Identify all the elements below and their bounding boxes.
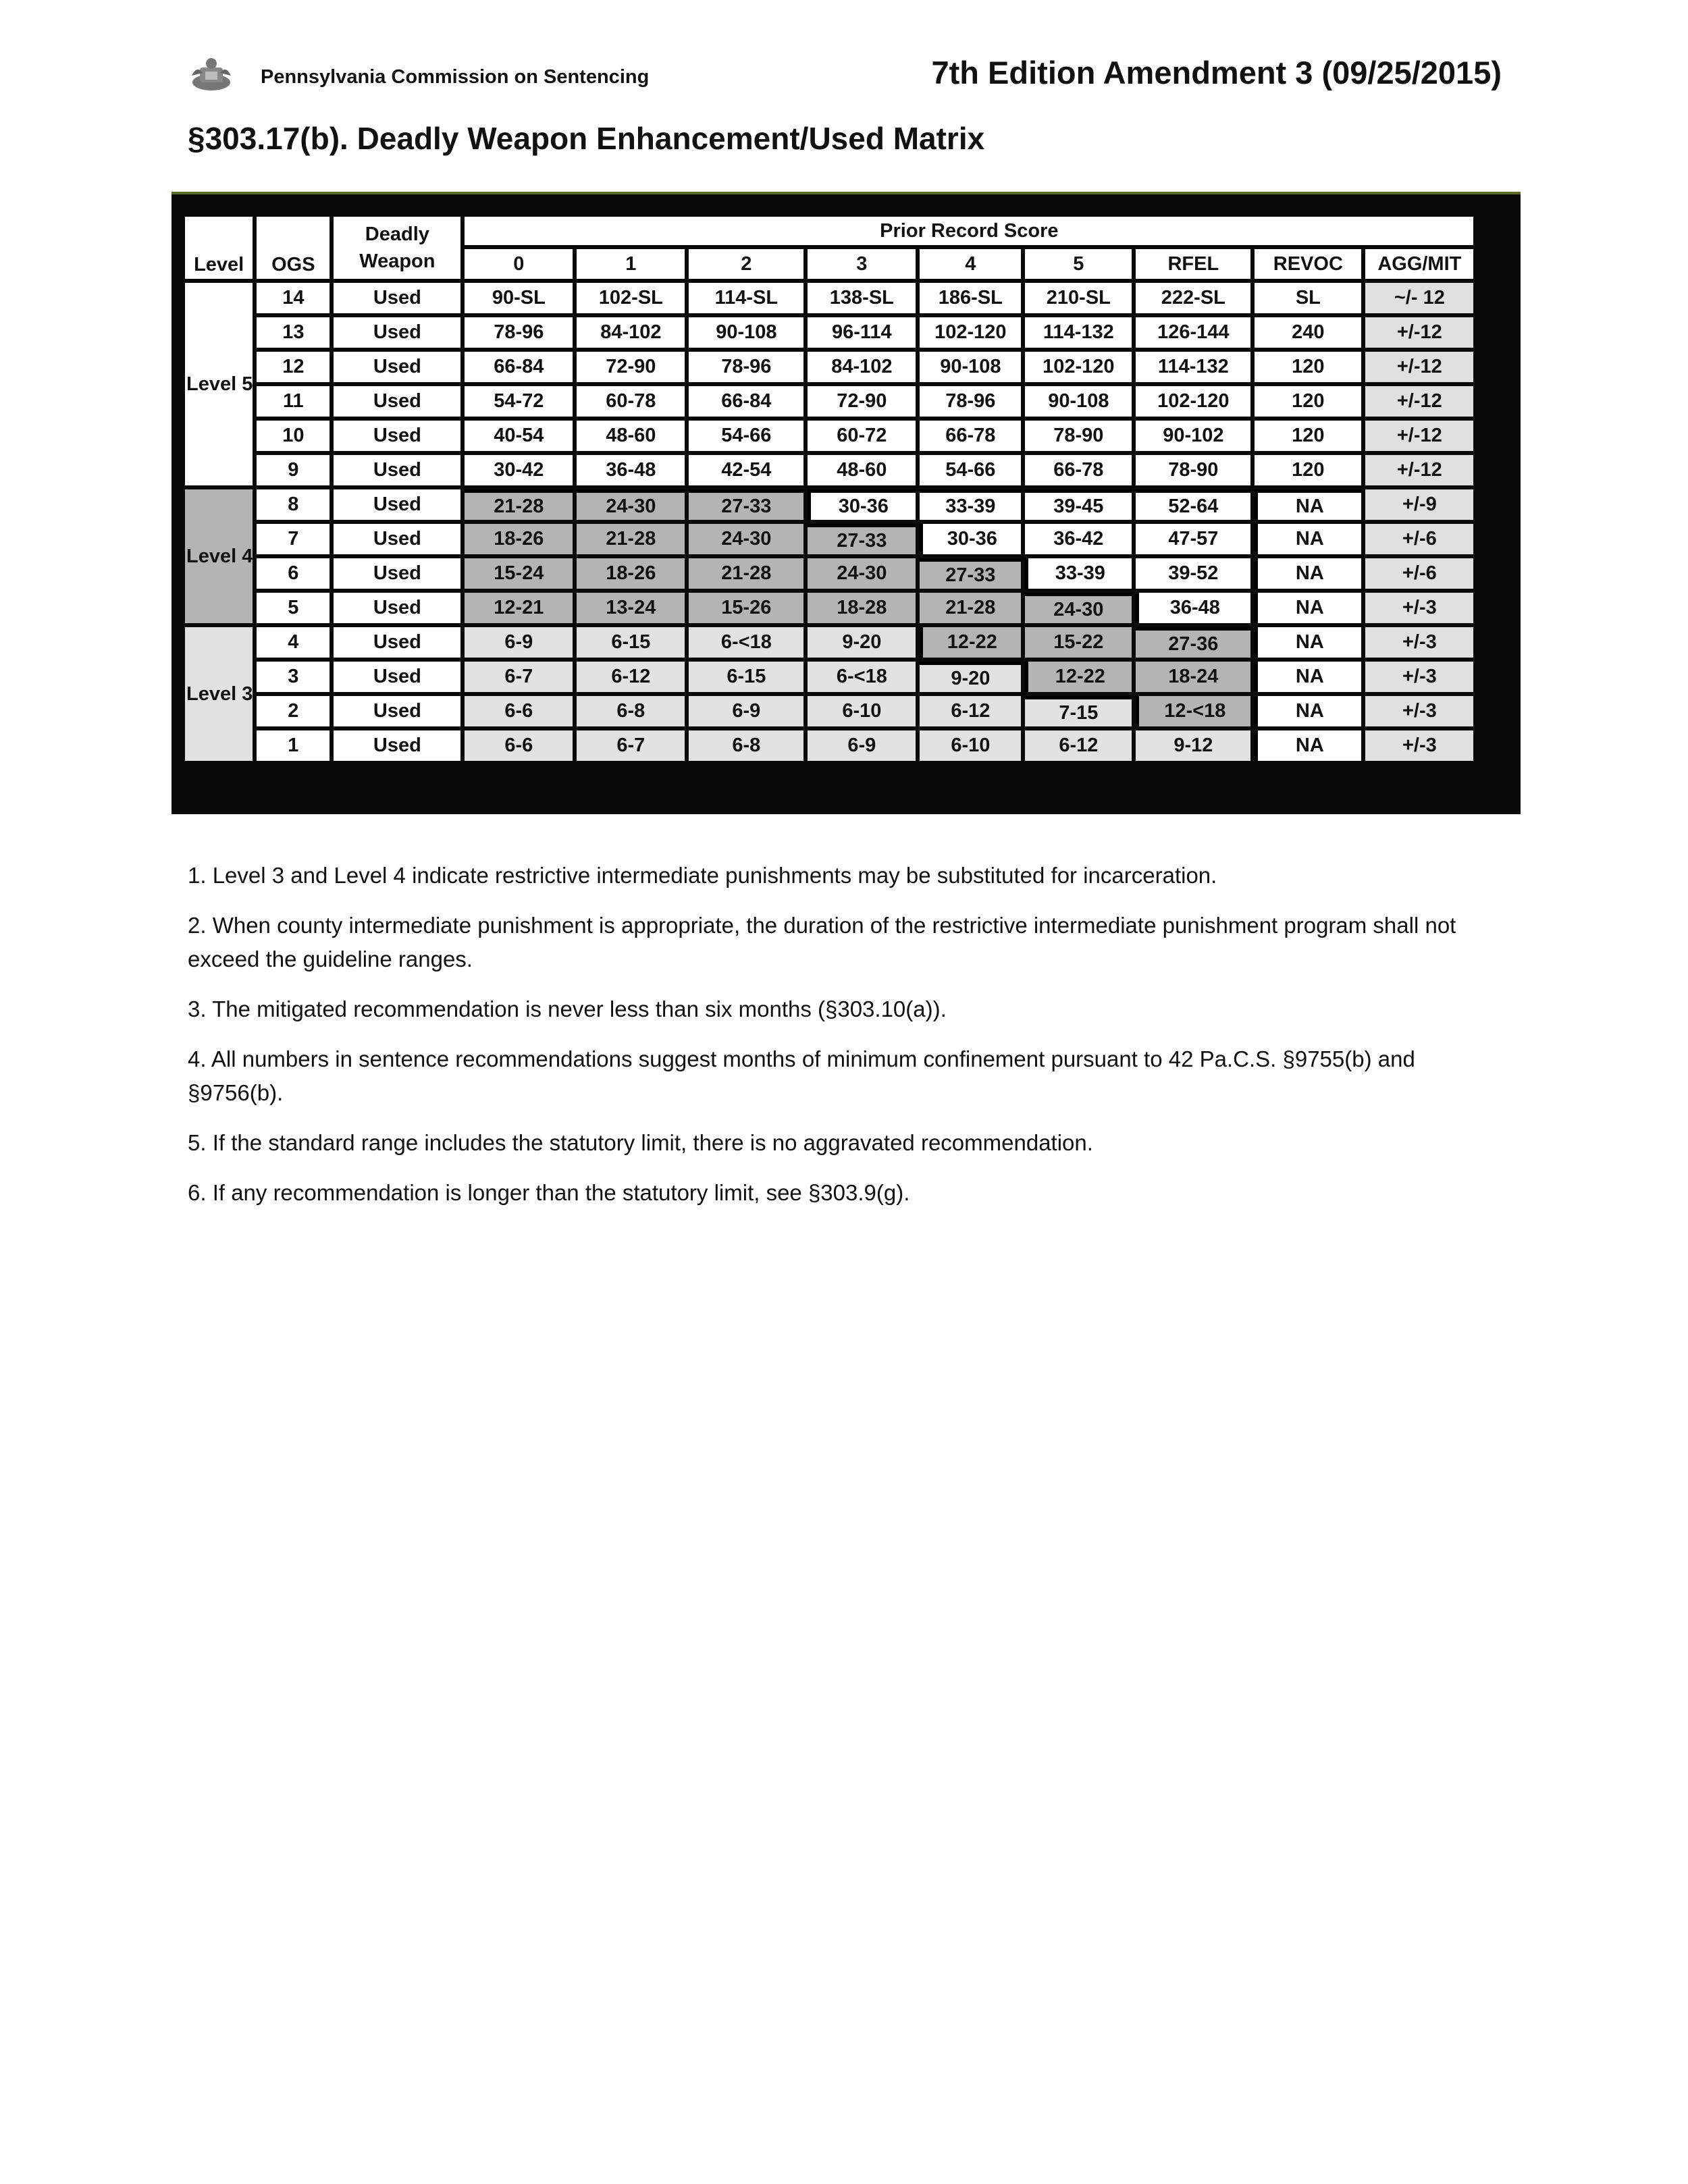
note-item: 2. When county intermediate punishment is appropriate, the duration of the restrictive intermediate punishment program shall not exceed the guideline ranges. xyxy=(188,913,1456,971)
range-cell: 54-66 xyxy=(920,455,1021,485)
agg-mit-cell: +/-12 xyxy=(1365,317,1473,348)
column-header: AGG/MIT xyxy=(1365,249,1473,279)
ogs-cell: 2 xyxy=(257,696,329,726)
range-cell: 186-SL xyxy=(920,283,1021,313)
revoc-cell: NA xyxy=(1255,524,1361,554)
range-cell: 27-36 xyxy=(1136,627,1250,658)
note-item: 3. The mitigated recommendation is never less than six months (§303.10(a)). xyxy=(188,996,947,1021)
edition-label: 7th Edition Amendment 3 (09/25/2015) xyxy=(931,55,1502,90)
range-cell: 222-SL xyxy=(1136,283,1250,313)
range-cell: 15-24 xyxy=(465,558,573,589)
range-cell: 6-9 xyxy=(689,696,803,726)
ogs-cell: 1 xyxy=(257,730,329,761)
range-cell: 6-12 xyxy=(920,696,1021,726)
note-item: 5. If the standard range includes the statutory limit, there is no aggravated recommendation. xyxy=(188,1130,1093,1155)
range-cell: 21-28 xyxy=(465,489,573,520)
range-cell: 84-102 xyxy=(808,352,916,382)
range-cell: 6-6 xyxy=(465,730,573,761)
agg-mit-cell: +/-9 xyxy=(1365,489,1473,520)
range-cell: 78-90 xyxy=(1025,421,1132,451)
range-cell: 60-72 xyxy=(808,421,916,451)
pennsylvania-seal-icon xyxy=(188,55,235,95)
range-cell: 12-21 xyxy=(465,593,573,623)
range-cell: 210-SL xyxy=(1025,283,1132,313)
range-cell: 36-48 xyxy=(577,455,685,485)
agg-mit-cell: +/-3 xyxy=(1365,662,1473,692)
weapon-cell: Used xyxy=(334,283,460,313)
note-item: 6. If any recommendation is longer than the statutory limit, see §303.9(g). xyxy=(188,1180,910,1205)
range-cell: 102-120 xyxy=(920,317,1021,348)
range-cell: 6-9 xyxy=(465,627,573,658)
range-cell: 24-30 xyxy=(689,524,803,554)
range-cell: 6-<18 xyxy=(689,627,803,658)
range-cell: 6-7 xyxy=(465,662,573,692)
range-cell: 102-120 xyxy=(1025,352,1132,382)
matrix-frame xyxy=(172,192,1521,814)
notes-section xyxy=(188,859,1504,1226)
table-row xyxy=(185,421,1473,451)
column-header: 5 xyxy=(1025,249,1132,279)
range-cell: 90-108 xyxy=(1025,386,1132,417)
range-cell: 6-12 xyxy=(1025,730,1132,761)
agg-mit-cell: +/-6 xyxy=(1365,558,1473,589)
range-cell: 6-15 xyxy=(689,662,803,692)
range-cell: 78-96 xyxy=(689,352,803,382)
range-cell: 13-24 xyxy=(577,593,685,623)
range-cell: 12-22 xyxy=(1025,662,1132,692)
note-item: 1. Level 3 and Level 4 indicate restrictive intermediate punishments may be substituted for incarceration. xyxy=(188,863,1217,888)
range-cell: 18-28 xyxy=(808,593,916,623)
ogs-cell: 11 xyxy=(257,386,329,417)
ogs-cell: 7 xyxy=(257,524,329,554)
weapon-cell: Used xyxy=(334,558,460,589)
ogs-cell: 8 xyxy=(257,489,329,520)
range-cell: 66-78 xyxy=(1025,455,1132,485)
range-cell: 90-102 xyxy=(1136,421,1250,451)
range-cell: 15-22 xyxy=(1025,627,1132,658)
range-cell: 6-10 xyxy=(920,730,1021,761)
range-cell: 84-102 xyxy=(577,317,685,348)
table-row xyxy=(185,386,1473,417)
range-cell: 27-33 xyxy=(689,489,803,520)
range-cell: 18-26 xyxy=(577,558,685,589)
range-cell: 24-30 xyxy=(808,558,916,589)
range-cell: 30-42 xyxy=(465,455,573,485)
revoc-cell: NA xyxy=(1255,593,1361,623)
ogs-cell: 9 xyxy=(257,455,329,485)
sentencing-matrix xyxy=(181,213,1477,765)
table-row xyxy=(185,627,1473,658)
revoc-cell: NA xyxy=(1255,730,1361,761)
revoc-cell: NA xyxy=(1255,489,1361,520)
range-cell: 96-114 xyxy=(808,317,916,348)
table-row xyxy=(185,489,1473,520)
range-cell: 52-64 xyxy=(1136,489,1250,520)
column-header: RFEL xyxy=(1136,249,1250,279)
page-title: §303.17(b). Deadly Weapon Enhancement/Used Matrix xyxy=(188,121,985,156)
agg-mit-cell: +/-12 xyxy=(1365,386,1473,417)
range-cell: 21-28 xyxy=(689,558,803,589)
range-cell: 90-108 xyxy=(920,352,1021,382)
range-cell: 78-90 xyxy=(1136,455,1250,485)
range-cell: 18-26 xyxy=(465,524,573,554)
range-cell: 6-15 xyxy=(577,627,685,658)
table-row xyxy=(185,317,1473,348)
weapon-cell: Used xyxy=(334,421,460,451)
range-cell: 30-36 xyxy=(920,524,1021,554)
range-cell: 114-132 xyxy=(1136,352,1250,382)
table-row xyxy=(185,662,1473,692)
range-cell: 114-SL xyxy=(689,283,803,313)
range-cell: 78-96 xyxy=(465,317,573,348)
level-header: Level xyxy=(185,217,253,279)
range-cell: 138-SL xyxy=(808,283,916,313)
weapon-cell: Used xyxy=(334,593,460,623)
agg-mit-cell: +/-12 xyxy=(1365,352,1473,382)
range-cell: 6-7 xyxy=(577,730,685,761)
range-cell: 72-90 xyxy=(808,386,916,417)
revoc-cell: NA xyxy=(1255,627,1361,658)
note-item: 4. All numbers in sentence recommendations suggest months of minimum confinement pursuant to 42 Pa.C.S. §9755(b) and §9756(b). xyxy=(188,1046,1415,1105)
range-cell: 42-54 xyxy=(689,455,803,485)
table-row xyxy=(185,455,1473,485)
weapon-cell: Used xyxy=(334,524,460,554)
revoc-cell: 240 xyxy=(1255,317,1361,348)
range-cell: 36-48 xyxy=(1136,593,1250,623)
level-3-label: Level 3 xyxy=(185,627,253,761)
column-header: 4 xyxy=(920,249,1021,279)
range-cell: 47-57 xyxy=(1136,524,1250,554)
range-cell: 9-20 xyxy=(920,662,1021,692)
range-cell: 30-36 xyxy=(808,489,916,520)
ogs-cell: 4 xyxy=(257,627,329,658)
range-cell: 24-30 xyxy=(1025,593,1132,623)
range-cell: 15-26 xyxy=(689,593,803,623)
range-cell: 33-39 xyxy=(920,489,1021,520)
range-cell: 9-12 xyxy=(1136,730,1250,761)
revoc-cell: NA xyxy=(1255,696,1361,726)
agg-mit-cell: +/-3 xyxy=(1365,593,1473,623)
column-header: 3 xyxy=(808,249,916,279)
agg-mit-cell: +/-3 xyxy=(1365,696,1473,726)
ogs-cell: 12 xyxy=(257,352,329,382)
table-row xyxy=(185,283,1473,313)
range-cell: 6-12 xyxy=(577,662,685,692)
range-cell: 6-8 xyxy=(689,730,803,761)
range-cell: 21-28 xyxy=(920,593,1021,623)
weapon-cell: Used xyxy=(334,455,460,485)
range-cell: 78-96 xyxy=(920,386,1021,417)
level-4-label: Level 4 xyxy=(185,489,253,623)
range-cell: 6-9 xyxy=(808,730,916,761)
range-cell: 39-52 xyxy=(1136,558,1250,589)
range-cell: 7-15 xyxy=(1025,696,1132,726)
range-cell: 48-60 xyxy=(577,421,685,451)
range-cell: 21-28 xyxy=(577,524,685,554)
range-cell: 54-72 xyxy=(465,386,573,417)
weapon-cell: Used xyxy=(334,696,460,726)
revoc-cell: 120 xyxy=(1255,421,1361,451)
ogs-cell: 14 xyxy=(257,283,329,313)
revoc-cell: 120 xyxy=(1255,352,1361,382)
range-cell: 102-120 xyxy=(1136,386,1250,417)
revoc-cell: 120 xyxy=(1255,455,1361,485)
deadly-weapon-header-line1: Deadly xyxy=(365,223,429,245)
ogs-header: OGS xyxy=(257,217,329,279)
ogs-cell: 6 xyxy=(257,558,329,589)
agg-mit-cell: +/-3 xyxy=(1365,730,1473,761)
weapon-cell: Used xyxy=(334,627,460,658)
table-row xyxy=(185,696,1473,726)
weapon-cell: Used xyxy=(334,489,460,520)
range-cell: 40-54 xyxy=(465,421,573,451)
range-cell: 66-84 xyxy=(465,352,573,382)
column-header: 1 xyxy=(577,249,685,279)
range-cell: 12-22 xyxy=(920,627,1021,658)
ogs-cell: 3 xyxy=(257,662,329,692)
weapon-cell: Used xyxy=(334,730,460,761)
revoc-cell: NA xyxy=(1255,558,1361,589)
range-cell: 6-10 xyxy=(808,696,916,726)
table-row xyxy=(185,524,1473,554)
revoc-cell: NA xyxy=(1255,662,1361,692)
range-cell: 36-42 xyxy=(1025,524,1132,554)
range-cell: 90-108 xyxy=(689,317,803,348)
range-cell: 126-144 xyxy=(1136,317,1250,348)
prior-record-score-header: Prior Record Score xyxy=(465,217,1473,245)
range-cell: 12-<18 xyxy=(1136,696,1250,726)
revoc-cell: 120 xyxy=(1255,386,1361,417)
range-cell: 6-6 xyxy=(465,696,573,726)
deadly-weapon-header xyxy=(334,217,460,279)
range-cell: 66-84 xyxy=(689,386,803,417)
agg-mit-cell: +/-12 xyxy=(1365,455,1473,485)
deadly-weapon-header-line2: Weapon xyxy=(359,250,436,272)
agg-mit-cell: +/-3 xyxy=(1365,627,1473,658)
table-row xyxy=(185,352,1473,382)
range-cell: 90-SL xyxy=(465,283,573,313)
column-header: REVOC xyxy=(1255,249,1361,279)
range-cell: 114-132 xyxy=(1025,317,1132,348)
range-cell: 39-45 xyxy=(1025,489,1132,520)
organization-name: Pennsylvania Commission on Sentencing xyxy=(261,66,650,88)
agg-mit-cell: ~/- 12 xyxy=(1365,283,1473,313)
ogs-cell: 10 xyxy=(257,421,329,451)
range-cell: 54-66 xyxy=(689,421,803,451)
range-cell: 27-33 xyxy=(920,558,1021,589)
range-cell: 48-60 xyxy=(808,455,916,485)
range-cell: 27-33 xyxy=(808,524,916,554)
weapon-cell: Used xyxy=(334,352,460,382)
ogs-cell: 5 xyxy=(257,593,329,623)
agg-mit-cell: +/-12 xyxy=(1365,421,1473,451)
page-header xyxy=(188,51,1502,99)
range-cell: 72-90 xyxy=(577,352,685,382)
table-row xyxy=(185,730,1473,761)
range-cell: 18-24 xyxy=(1136,662,1250,692)
range-cell: 33-39 xyxy=(1025,558,1132,589)
column-header: 0 xyxy=(465,249,573,279)
range-cell: 24-30 xyxy=(577,489,685,520)
agg-mit-cell: +/-6 xyxy=(1365,524,1473,554)
weapon-cell: Used xyxy=(334,317,460,348)
table-row xyxy=(185,593,1473,623)
range-cell: 66-78 xyxy=(920,421,1021,451)
column-header: 2 xyxy=(689,249,803,279)
level-5-label: Level 5 xyxy=(185,283,253,485)
range-cell: 6-<18 xyxy=(808,662,916,692)
ogs-cell: 13 xyxy=(257,317,329,348)
weapon-cell: Used xyxy=(334,662,460,692)
revoc-cell: SL xyxy=(1255,283,1361,313)
table-row xyxy=(185,558,1473,589)
range-cell: 102-SL xyxy=(577,283,685,313)
range-cell: 6-8 xyxy=(577,696,685,726)
range-cell: 60-78 xyxy=(577,386,685,417)
weapon-cell: Used xyxy=(334,386,460,417)
range-cell: 9-20 xyxy=(808,627,916,658)
